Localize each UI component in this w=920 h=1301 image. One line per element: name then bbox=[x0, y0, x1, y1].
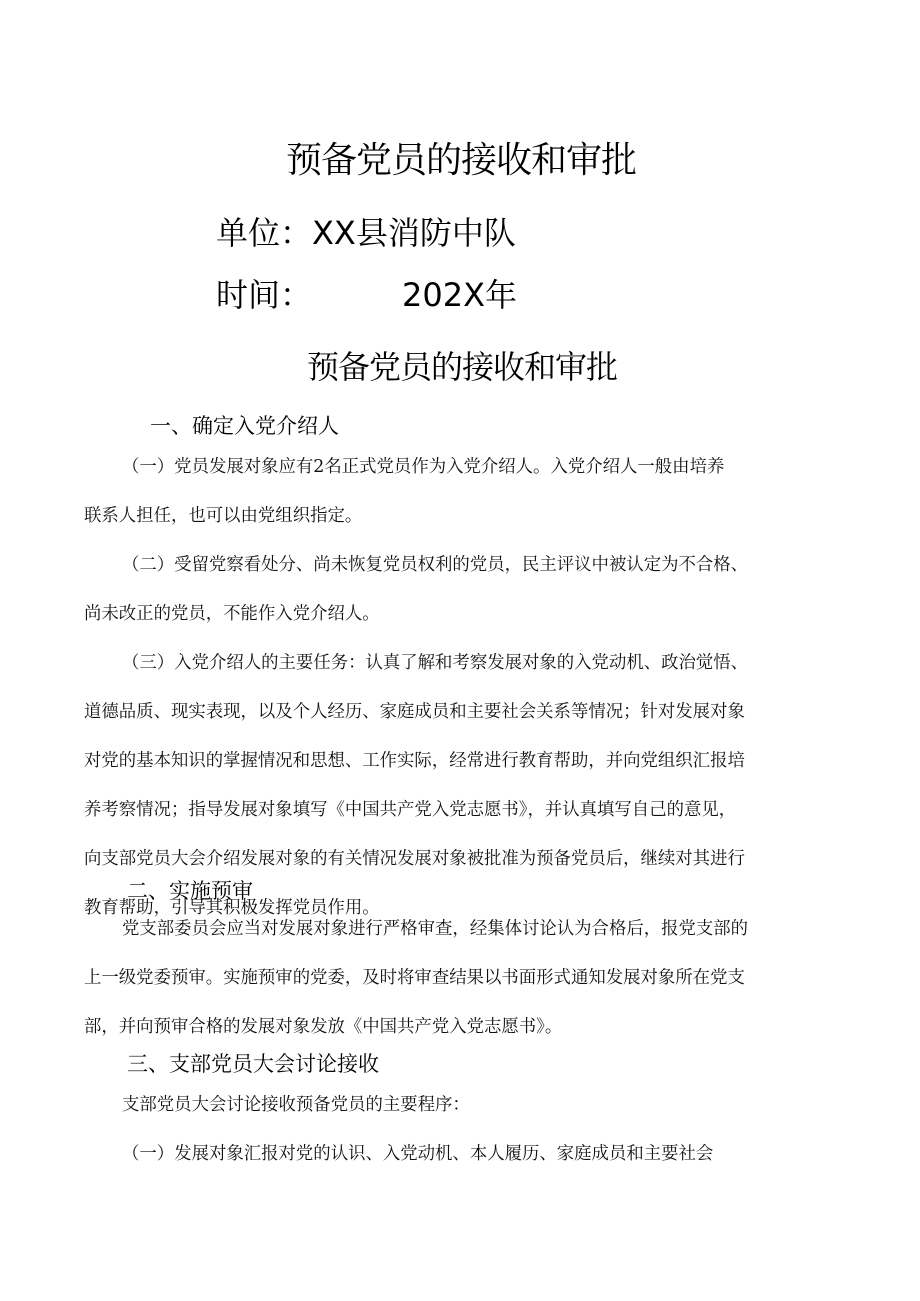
cover-title: 预备党员的接收和审批 bbox=[285, 140, 636, 181]
paragraph-line: 对党的基本知识的掌握情况和思想、工作实际，经常进行教育帮助，并向党组织汇报培 bbox=[84, 751, 745, 771]
paragraph-line: 党支部委员会应当对发展对象进行严格审查，经集体讨论认为合格后，报党支部的 bbox=[122, 919, 749, 939]
paragraph-line: 联系人担任，也可以由党组织指定。 bbox=[84, 506, 363, 526]
cover-time-label: 时间： bbox=[216, 276, 313, 314]
section-heading-1: 一、确定入党介绍人 bbox=[150, 414, 339, 438]
section-heading-3: 三、支部党员大会讨论接收 bbox=[127, 1052, 379, 1076]
paragraph-line: 尚未改正的党员，不能作入党介绍人。 bbox=[84, 604, 380, 624]
cover-unit: 单位：XX县消防中队 bbox=[216, 214, 516, 252]
paragraph-line: 支部党员大会讨论接收预备党员的主要程序： bbox=[122, 1095, 470, 1115]
paragraph-line: （三）入党介绍人的主要任务：认真了解和考察发展对象的入党动机、政治觉悟、 bbox=[122, 653, 749, 673]
document-title: 预备党员的接收和审批 bbox=[306, 348, 617, 386]
section-3-body bbox=[84, 1081, 844, 1179]
paragraph-line: （二）受留党察看处分、尚未恢复党员权利的党员，民主评议中被认定为不合格、 bbox=[122, 555, 749, 575]
paragraph-line: 养考察情况；指导发展对象填写《中国共产党入党志愿书》，并认真填写自己的意见， bbox=[84, 800, 737, 820]
paragraph-line: 部，并向预审合格的发展对象发放《中国共产党入党志愿书》。 bbox=[84, 1017, 563, 1037]
section-1-body bbox=[84, 443, 844, 933]
paragraph-line: 向支部党员大会介绍发展对象的有关情况发展对象被批准为预备党员后，继续对其进行 bbox=[84, 849, 745, 869]
paragraph-line: 道德品质、现实表现，以及个人经历、家庭成员和主要社会关系等情况；针对发展对象 bbox=[84, 702, 745, 722]
paragraph-line: （一）发展对象汇报对党的认识、入党动机、本人履历、家庭成员和主要社会 bbox=[122, 1144, 714, 1164]
section-2-body bbox=[84, 905, 844, 1052]
paragraph-line: （一）党员发展对象应有2名正式党员作为入党介绍人。入党介绍人一般由培养 bbox=[122, 457, 725, 477]
paragraph-line: 教育帮助，引导其积极发挥党员作用。 bbox=[84, 898, 380, 918]
section-heading-2: 二、实施预审 bbox=[127, 879, 253, 903]
cover-time-value: 202X年 bbox=[402, 276, 518, 314]
paragraph-line: 上一级党委预审。实施预审的党委，及时将审查结果以书面形式通知发展对象所在党支 bbox=[84, 968, 745, 988]
